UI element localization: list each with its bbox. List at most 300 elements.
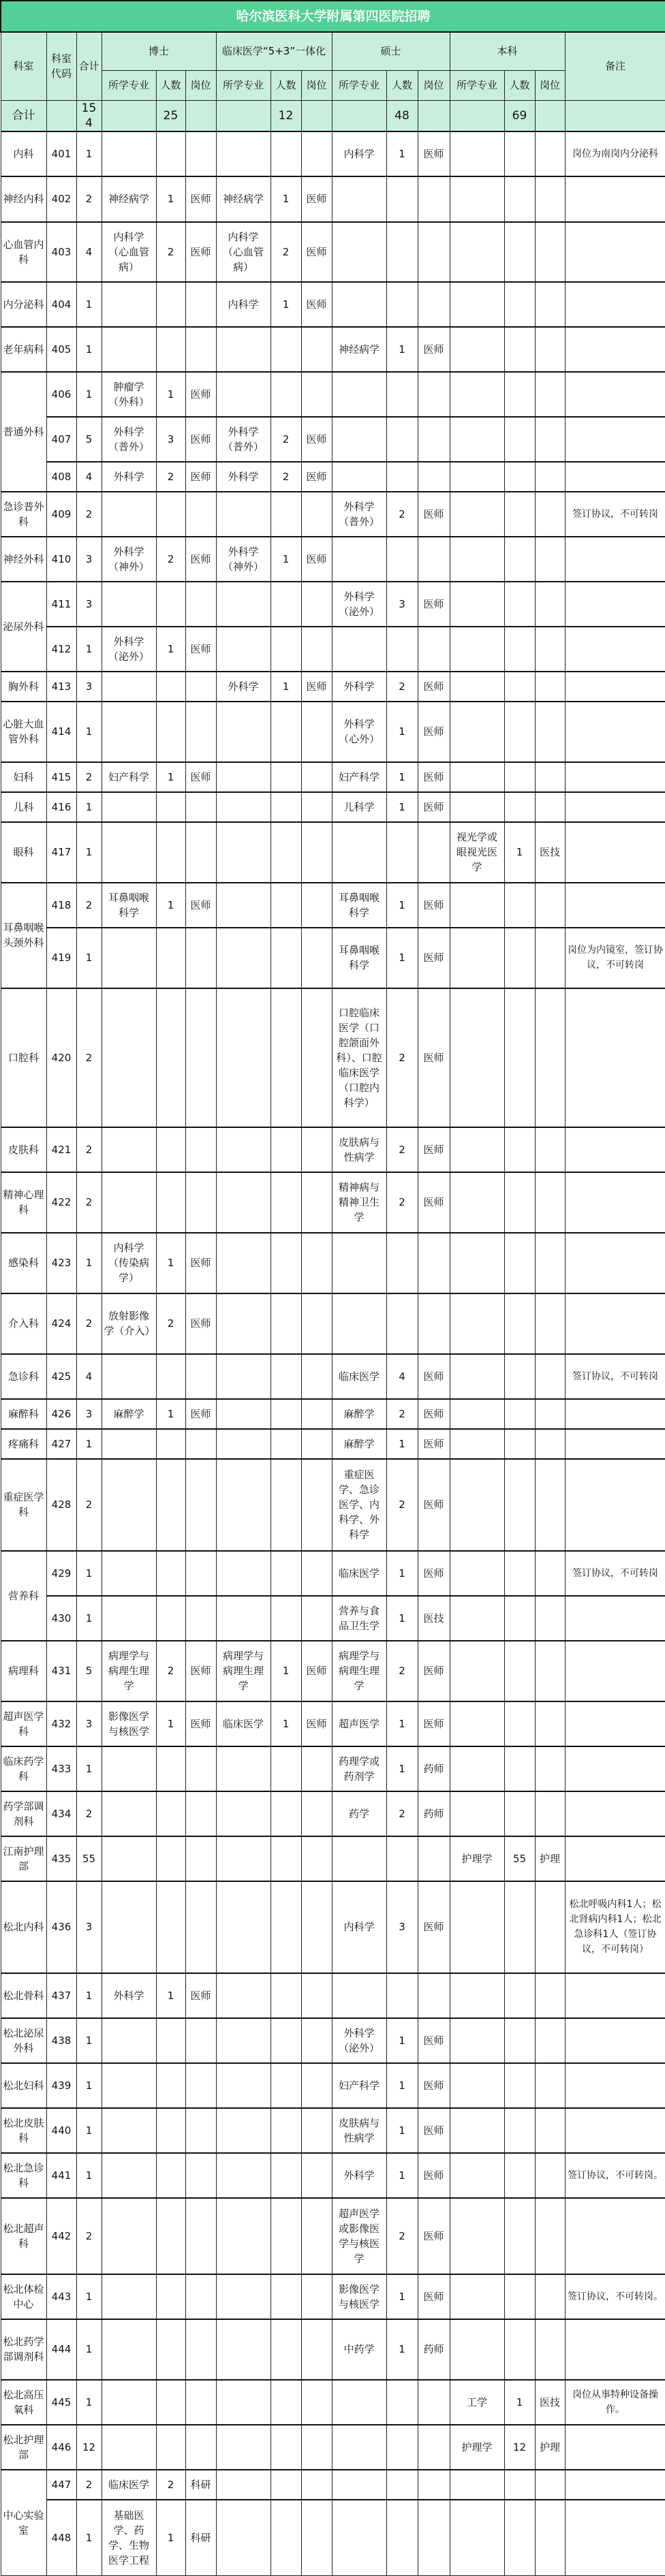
dept-code: 428 <box>46 1459 76 1551</box>
bachelor-major: 护理学 <box>450 2425 504 2470</box>
phd-major: 基础医学、药学、生物医学工程 <box>102 2500 156 2576</box>
integrated-post <box>301 492 332 537</box>
phd-major <box>102 282 156 327</box>
note <box>565 762 665 792</box>
phd-count <box>156 1881 185 1973</box>
phd-post <box>185 2063 216 2108</box>
phd-major <box>102 1429 156 1459</box>
phd-major: 肿瘤学（外科） <box>102 372 156 417</box>
integrated-major <box>216 2108 270 2153</box>
master-major: 超声医学 <box>332 1701 386 1746</box>
dept-name: 老年病科 <box>1 327 46 372</box>
integrated-major: 外科学 <box>216 672 270 702</box>
dept-code: 418 <box>46 883 76 928</box>
integrated-count <box>270 1172 301 1233</box>
dept-name: 松北高压氧科 <box>1 2380 46 2425</box>
bachelor-post <box>535 1459 565 1551</box>
integrated-post: 医师 <box>301 282 332 327</box>
bachelor-count <box>504 1233 535 1293</box>
master-post: 医师 <box>418 988 450 1127</box>
master-major: 临床医学 <box>332 1551 386 1596</box>
integrated-post <box>301 582 332 627</box>
integrated-count <box>270 762 301 792</box>
bachelor-post <box>535 1746 565 1791</box>
master-post: 医师 <box>418 131 450 176</box>
phd-count <box>156 1429 185 1459</box>
master-post: 医师 <box>418 1459 450 1551</box>
bachelor-post <box>535 1881 565 1973</box>
subheader-major: 所学专业 <box>216 70 270 100</box>
phd-count <box>156 131 185 176</box>
bachelor-count <box>504 1791 535 1836</box>
note <box>565 2425 665 2470</box>
dept-name: 泌尿外科 <box>1 582 46 672</box>
integrated-post <box>301 928 332 988</box>
phd-post <box>185 282 216 327</box>
phd-count <box>156 1746 185 1791</box>
table-row <box>1 2319 665 2380</box>
integrated-major: 内科学（心血管病） <box>216 222 270 282</box>
note: 岗位为内镜室，签订协议，不可转岗 <box>565 928 665 988</box>
table-row <box>1 2018 665 2063</box>
integrated-major: 病理学与病理生理学 <box>216 1641 270 1701</box>
phd-post: 医师 <box>185 627 216 672</box>
row-total: 5 <box>76 1641 102 1701</box>
note <box>565 2063 665 2108</box>
master-post: 医师 <box>418 582 450 627</box>
table-row <box>1 2198 665 2274</box>
note <box>565 1973 665 2018</box>
bachelor-post <box>535 702 565 762</box>
phd-major <box>102 2319 156 2380</box>
dept-name: 麻醉科 <box>1 1399 46 1429</box>
phd-count <box>156 928 185 988</box>
phd-major <box>102 1881 156 1973</box>
dept-code: 436 <box>46 1881 76 1973</box>
dept-code: 437 <box>46 1973 76 2018</box>
bachelor-major <box>450 1551 504 1596</box>
phd-major <box>102 131 156 176</box>
bachelor-post <box>535 627 565 672</box>
table-row <box>1 1551 665 1596</box>
bachelor-count <box>504 282 535 327</box>
master-count <box>386 2425 418 2470</box>
bachelor-post <box>535 1127 565 1172</box>
phd-count <box>156 988 185 1127</box>
table-row <box>1 1429 665 1459</box>
note <box>565 222 665 282</box>
dept-name: 松北皮肤科 <box>1 2108 46 2153</box>
row-total: 1 <box>76 1746 102 1791</box>
header-code: 科室代码 <box>46 32 76 100</box>
phd-count <box>156 702 185 762</box>
master-major <box>332 1233 386 1293</box>
row-total: 1 <box>76 2500 102 2576</box>
integrated-post <box>301 1746 332 1791</box>
integrated-count <box>270 1551 301 1596</box>
bachelor-post <box>535 1791 565 1836</box>
header-note: 备注 <box>565 32 665 100</box>
phd-major <box>102 1836 156 1881</box>
bachelor-post <box>535 1233 565 1293</box>
bachelor-count <box>504 537 535 582</box>
subheader-post: 岗位 <box>535 70 565 100</box>
row-total: 1 <box>76 627 102 672</box>
integrated-count <box>270 1836 301 1881</box>
phd-count <box>156 2319 185 2380</box>
dept-code: 409 <box>46 492 76 537</box>
dept-code: 415 <box>46 762 76 792</box>
master-post: 医师 <box>418 1429 450 1459</box>
bachelor-major <box>450 282 504 327</box>
table-row <box>1 762 665 792</box>
summary-row <box>1 100 665 131</box>
bachelor-major <box>450 582 504 627</box>
phd-post: 医师 <box>185 1641 216 1701</box>
master-post <box>418 537 450 582</box>
integrated-post: 医师 <box>301 537 332 582</box>
row-total: 2 <box>76 2470 102 2500</box>
table-row <box>1 2425 665 2470</box>
phd-major <box>102 1791 156 1836</box>
phd-count: 2 <box>156 1641 185 1701</box>
master-post <box>418 1836 450 1881</box>
note <box>565 1791 665 1836</box>
integrated-major <box>216 1127 270 1172</box>
phd-count <box>156 2018 185 2063</box>
integrated-major <box>216 327 270 372</box>
integrated-post <box>301 2108 332 2153</box>
bachelor-count <box>504 2108 535 2153</box>
master-major <box>332 282 386 327</box>
table-row <box>1 582 665 627</box>
subheader-post: 岗位 <box>185 70 216 100</box>
dept-code: 446 <box>46 2425 76 2470</box>
dept-name: 疼痛科 <box>1 1429 46 1459</box>
master-major <box>332 372 386 417</box>
row-total: 3 <box>76 672 102 702</box>
integrated-major <box>216 2319 270 2380</box>
master-post: 医师 <box>418 2063 450 2108</box>
summary-bachelor: 69 <box>504 100 535 131</box>
phd-count <box>156 2153 185 2198</box>
note <box>565 1836 665 1881</box>
integrated-major <box>216 131 270 176</box>
bachelor-count <box>504 1701 535 1746</box>
row-total: 2 <box>76 1791 102 1836</box>
table-row <box>1 327 665 372</box>
integrated-count <box>270 988 301 1127</box>
bachelor-major <box>450 1429 504 1459</box>
note <box>565 327 665 372</box>
dept-name: 神经内科 <box>1 176 46 222</box>
integrated-post <box>301 1127 332 1172</box>
master-count <box>386 1836 418 1881</box>
master-count: 1 <box>386 2018 418 2063</box>
dept-name: 精神心理科 <box>1 1172 46 1233</box>
note: 签订协议，不可转岗 <box>565 1354 665 1399</box>
phd-post <box>185 928 216 988</box>
phd-count <box>156 1791 185 1836</box>
integrated-count <box>270 2319 301 2380</box>
row-total: 1 <box>76 928 102 988</box>
master-count <box>386 1233 418 1293</box>
integrated-post <box>301 2274 332 2319</box>
integrated-post <box>301 372 332 417</box>
integrated-post <box>301 2018 332 2063</box>
bachelor-post <box>535 1973 565 2018</box>
summary-label: 合计 <box>1 100 46 131</box>
bachelor-major <box>450 222 504 282</box>
master-count <box>386 1973 418 2018</box>
master-major: 影像医学与核医学 <box>332 2274 386 2319</box>
master-post <box>418 2470 450 2500</box>
dept-code: 431 <box>46 1641 76 1701</box>
note <box>565 2470 665 2500</box>
note <box>565 672 665 702</box>
dept-name: 口腔科 <box>1 988 46 1127</box>
integrated-count <box>270 1596 301 1641</box>
phd-count: 1 <box>156 1399 185 1429</box>
bachelor-count <box>504 1881 535 1973</box>
master-major: 营养与食品卫生学 <box>332 1596 386 1641</box>
phd-post <box>185 1791 216 1836</box>
bachelor-major <box>450 2198 504 2274</box>
master-major: 重症医学、急诊医学、内科学、外科学 <box>332 1459 386 1551</box>
master-post: 医技 <box>418 1596 450 1641</box>
table-row <box>1 672 665 702</box>
master-post: 医师 <box>418 883 450 928</box>
integrated-major <box>216 988 270 1127</box>
phd-count <box>156 1459 185 1551</box>
bachelor-post <box>535 492 565 537</box>
phd-post <box>185 2274 216 2319</box>
integrated-count <box>270 2425 301 2470</box>
master-count: 2 <box>386 2198 418 2274</box>
phd-major <box>102 1551 156 1596</box>
bachelor-count <box>504 2500 535 2576</box>
master-post <box>418 1973 450 2018</box>
dept-name: 心脏大血管外科 <box>1 702 46 762</box>
phd-major <box>102 2153 156 2198</box>
integrated-major <box>216 2425 270 2470</box>
master-post: 医师 <box>418 2108 450 2153</box>
table-row <box>1 462 665 492</box>
table-row <box>1 1233 665 1293</box>
integrated-count: 2 <box>270 462 301 492</box>
row-total: 4 <box>76 222 102 282</box>
summary-phd: 25 <box>156 100 185 131</box>
bachelor-count <box>504 1127 535 1172</box>
master-major: 病理学与病理生理学 <box>332 1641 386 1701</box>
header-total: 合计 <box>76 32 102 100</box>
phd-post <box>185 2380 216 2425</box>
row-total: 2 <box>76 492 102 537</box>
bachelor-major <box>450 2018 504 2063</box>
row-total: 1 <box>76 372 102 417</box>
dept-name: 耳鼻咽喉头颈外科 <box>1 883 46 988</box>
table-row <box>1 883 665 928</box>
note <box>565 1429 665 1459</box>
phd-post: 医师 <box>185 372 216 417</box>
bachelor-post <box>535 928 565 988</box>
phd-post <box>185 131 216 176</box>
master-major: 中药学 <box>332 2319 386 2380</box>
master-post: 医师 <box>418 2018 450 2063</box>
table-row <box>1 928 665 988</box>
master-major <box>332 627 386 672</box>
bachelor-post: 护理 <box>535 2425 565 2470</box>
master-post: 医师 <box>418 928 450 988</box>
row-total: 2 <box>76 883 102 928</box>
master-major: 儿科学 <box>332 792 386 822</box>
integrated-post <box>301 1973 332 2018</box>
phd-count <box>156 1836 185 1881</box>
table-row <box>1 702 665 762</box>
phd-post: 医师 <box>185 1399 216 1429</box>
integrated-major <box>216 1746 270 1791</box>
phd-count: 3 <box>156 417 185 462</box>
bachelor-major <box>450 462 504 492</box>
integrated-major <box>216 2470 270 2500</box>
master-post <box>418 417 450 462</box>
master-post <box>418 2500 450 2576</box>
master-post: 医师 <box>418 1399 450 1429</box>
integrated-post <box>301 2500 332 2576</box>
integrated-count <box>270 372 301 417</box>
master-major: 皮肤病与性病学 <box>332 2108 386 2153</box>
integrated-major <box>216 928 270 988</box>
subheader-major: 所学专业 <box>332 70 386 100</box>
phd-major: 妇产科学 <box>102 762 156 792</box>
phd-major: 外科学（泌外） <box>102 627 156 672</box>
integrated-count <box>270 792 301 822</box>
bachelor-post <box>535 2470 565 2500</box>
master-count <box>386 2470 418 2500</box>
phd-count: 2 <box>156 222 185 282</box>
master-post <box>418 2380 450 2425</box>
subheader-count: 人数 <box>504 70 535 100</box>
bachelor-major <box>450 372 504 417</box>
table-row <box>1 2153 665 2198</box>
summary-integrated: 12 <box>270 100 301 131</box>
row-total: 1 <box>76 1233 102 1293</box>
bachelor-major <box>450 2108 504 2153</box>
phd-count <box>156 822 185 883</box>
dept-code: 442 <box>46 2198 76 2274</box>
row-total: 2 <box>76 1172 102 1233</box>
master-post <box>418 176 450 222</box>
integrated-major: 神经病学 <box>216 176 270 222</box>
master-count: 1 <box>386 2108 418 2153</box>
phd-post <box>185 2319 216 2380</box>
bachelor-post <box>535 1701 565 1746</box>
master-count: 1 <box>386 2153 418 2198</box>
bachelor-count <box>504 417 535 462</box>
row-total: 1 <box>76 2274 102 2319</box>
master-major <box>332 1973 386 2018</box>
master-post: 医师 <box>418 327 450 372</box>
table-row <box>1 2063 665 2108</box>
row-total: 4 <box>76 462 102 492</box>
bachelor-count <box>504 2153 535 2198</box>
integrated-major <box>216 1399 270 1429</box>
row-total: 2 <box>76 1459 102 1551</box>
dept-code: 407 <box>46 417 76 462</box>
integrated-count <box>270 1459 301 1551</box>
phd-post <box>185 327 216 372</box>
integrated-count <box>270 1881 301 1973</box>
bachelor-post <box>535 883 565 928</box>
bachelor-major <box>450 2319 504 2380</box>
phd-post: 医师 <box>185 176 216 222</box>
table-row <box>1 372 665 417</box>
dept-name: 营养科 <box>1 1551 46 1641</box>
master-major <box>332 1293 386 1354</box>
master-count: 1 <box>386 702 418 762</box>
master-count: 1 <box>386 327 418 372</box>
bachelor-major <box>450 176 504 222</box>
phd-count: 1 <box>156 883 185 928</box>
phd-major <box>102 792 156 822</box>
master-major: 妇产科学 <box>332 762 386 792</box>
dept-code: 404 <box>46 282 76 327</box>
master-post: 医师 <box>418 1354 450 1399</box>
integrated-major <box>216 1881 270 1973</box>
table-row <box>1 282 665 327</box>
phd-post: 医师 <box>185 462 216 492</box>
table-row <box>1 627 665 672</box>
phd-post: 医师 <box>185 1973 216 2018</box>
master-post: 药师 <box>418 1746 450 1791</box>
row-total: 5 <box>76 417 102 462</box>
phd-count: 1 <box>156 1973 185 2018</box>
bachelor-major <box>450 1293 504 1354</box>
integrated-post <box>301 1881 332 1973</box>
dept-code: 441 <box>46 2153 76 2198</box>
page-title: 哈尔滨医科大学附属第四医院招聘 <box>1 1 665 32</box>
master-count <box>386 537 418 582</box>
integrated-major <box>216 1836 270 1881</box>
header-integrated: 临床医学“5+3”一体化 <box>216 32 332 70</box>
master-post: 医师 <box>418 1641 450 1701</box>
master-post: 医师 <box>418 1551 450 1596</box>
integrated-major <box>216 2063 270 2108</box>
dept-name: 松北护理部 <box>1 2425 46 2470</box>
bachelor-major <box>450 627 504 672</box>
master-major <box>332 417 386 462</box>
bachelor-major <box>450 792 504 822</box>
integrated-post <box>301 1459 332 1551</box>
table-row <box>1 988 665 1127</box>
bachelor-count: 1 <box>504 822 535 883</box>
master-major: 口腔临床医学（口腔颌面外科）、口腔临床医学（口腔内科学） <box>332 988 386 1127</box>
phd-post: 医师 <box>185 537 216 582</box>
row-total: 3 <box>76 1399 102 1429</box>
integrated-count <box>270 492 301 537</box>
bachelor-count <box>504 327 535 372</box>
phd-post <box>185 1746 216 1791</box>
dept-code: 440 <box>46 2108 76 2153</box>
bachelor-post <box>535 2108 565 2153</box>
bachelor-count <box>504 762 535 792</box>
phd-major <box>102 2274 156 2319</box>
note <box>565 988 665 1127</box>
integrated-post <box>301 762 332 792</box>
integrated-major: 外科学 <box>216 462 270 492</box>
dept-name: 超声医学科 <box>1 1701 46 1746</box>
phd-major <box>102 822 156 883</box>
